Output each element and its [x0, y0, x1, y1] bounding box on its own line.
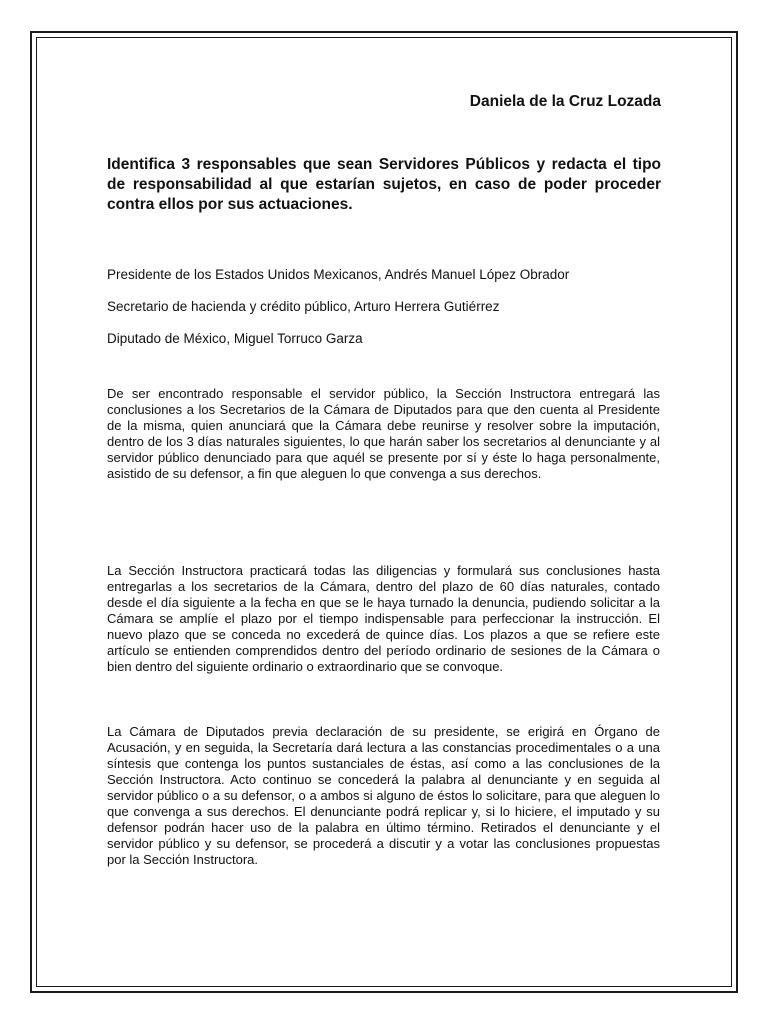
- question-heading: Identifica 3 responsables que sean Servidores Públicos y redacta el tipo de responsabilidad al que estarían sujetos, en caso de poder proceder contra ellos por sus actuaciones.: [107, 156, 661, 213]
- responsable-item: Presidente de los Estados Unidos Mexicanos, Andrés Manuel López Obrador: [107, 267, 570, 282]
- body-paragraph: La Cámara de Diputados previa declaración de su presidente, se erigirá en Órgano de Acusación, y en seguida, la Secretaría dará lectura a las constancias procedimentales o a una síntesis que contenga los puntos sustanciales de éstas, así como a las conclusiones de la Sección Instructora. Acto continuo se concederá la palabra al denunciante y en seguida al servidor público o a su defensor, o a ambos si alguno de éstos lo solicitare, para que aleguen lo que convenga a sus derechos. El denunciante podrá replicar y, si lo hiciere, el imputado y su defensor podrán hacer uso de la palabra en último término. Retirados el denunciante y el servidor público y su defensor, se procederá a discutir y a votar las conclusiones propuestas por la Sección Instructora.: [107, 724, 660, 867]
- responsables-list: [107, 266, 661, 362]
- body-paragraph: De ser encontrado responsable el servidor público, la Sección Instructora entregará las conclusiones a los Secretarios de la Cámara de Diputados para que den cuenta al Presidente de la misma, quien anunciará que la Cámara debe reunirse y resolver sobre la imputación, dentro de los 3 días naturales siguientes, lo que harán saber los secretarios al denunciante y al servidor público denunciado para que aquél se presente por sí y éste lo haga personalmente, asistido de su defensor, a fin que aleguen lo que convenga a sus derechos.: [107, 386, 660, 481]
- responsable-item: Secretario de hacienda y crédito público, Arturo Herrera Gutiérrez: [107, 299, 500, 314]
- responsable-item: Diputado de México, Miguel Torruco Garza: [107, 331, 363, 346]
- author-name: Daniela de la Cruz Lozada: [469, 93, 661, 110]
- body-paragraph: La Sección Instructora practicará todas las diligencias y formulará sus conclusiones hasta entregarlas a los secretarios de la Cámara, dentro del plazo de 60 días naturales, contado desde el día siguiente a la fecha en que se le haya turnado la denuncia, pudiendo solicitar a la Cámara se amplíe el plazo por el tiempo indispensable para perfeccionar la instrucción. El nuevo plazo que se conceda no excederá de quince días. Los plazos a que se refiere este artículo se entienden comprendidos dentro del período ordinario de sesiones de la Cámara o bien dentro del siguiente ordinario o extraordinario que se convoque.: [107, 563, 660, 674]
